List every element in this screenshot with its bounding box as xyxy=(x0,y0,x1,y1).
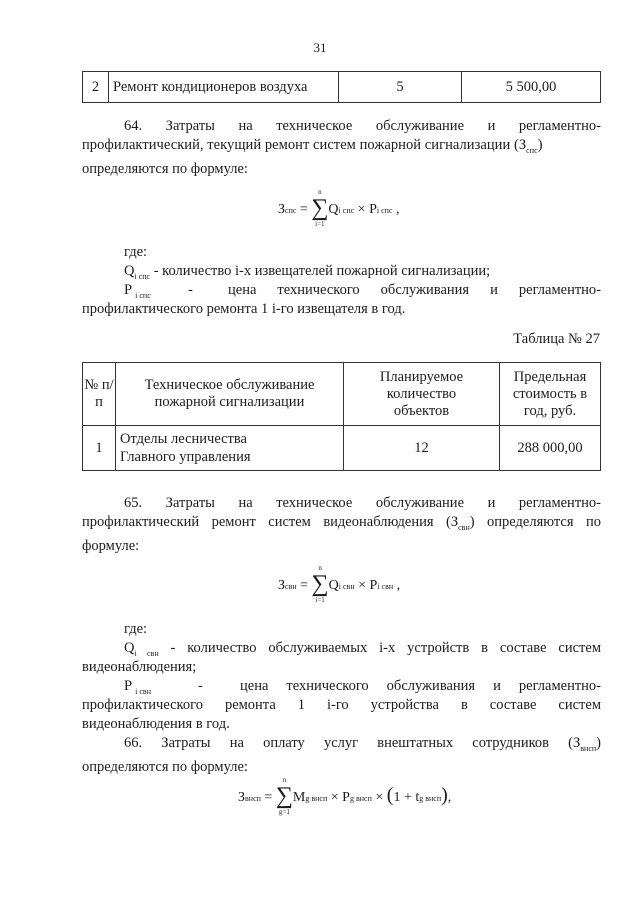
q-symbol: Q xyxy=(124,640,135,656)
row-name-line1: Отделы лесничества xyxy=(120,431,247,447)
f3-eq: = xyxy=(264,790,273,806)
row-number: 2 xyxy=(83,72,109,103)
f2-tail: , xyxy=(396,578,401,594)
p65-q-line2: видеонаблюдения; xyxy=(82,659,197,675)
p64-line3: определяются по формуле: xyxy=(82,160,248,177)
f1-p-sub: i спс xyxy=(376,206,393,216)
f3-tail: , xyxy=(447,790,452,806)
f2-p: P xyxy=(369,578,378,594)
formula-spc xyxy=(278,190,399,230)
p65-line2: профилактический ремонт систем видеонаблюдения (З xyxy=(82,514,459,530)
f1-lhs: З xyxy=(278,202,286,218)
p66-line1: 66. Затраты на оплату услуг внештатных сотрудников (З xyxy=(124,735,581,751)
row-name xyxy=(116,426,344,471)
p64-line2: профилактический, текущий ремонт систем пожарной сигнализации (З xyxy=(82,137,527,153)
row-quantity: 12 xyxy=(344,426,500,471)
f3-close: ) xyxy=(441,784,448,807)
f2-top: n xyxy=(318,564,322,572)
p65-where: где: xyxy=(124,621,148,637)
f2-p-sub: i свн xyxy=(377,582,394,592)
f1-p: P xyxy=(369,202,377,218)
sum-symbol: ∑ xyxy=(311,571,329,597)
p65-line1: 65. Затраты на техническое обслуживание и регламентно- xyxy=(124,495,601,511)
formula-svn xyxy=(278,566,400,606)
f1-times: × xyxy=(357,202,366,218)
p66-line2: определяются по формуле: xyxy=(82,758,248,775)
f1-q: Q xyxy=(328,202,339,218)
header-num: № п/п xyxy=(83,363,116,426)
paragraph-64 xyxy=(82,117,601,179)
f3-times2: × xyxy=(375,790,384,806)
f3-times: × xyxy=(330,790,339,806)
row-name-line2: Главного управления xyxy=(120,449,251,465)
row-number: 1 xyxy=(83,426,116,471)
f3-m-sub: g внсп xyxy=(305,794,328,804)
q-sub: i спс xyxy=(134,271,151,281)
p64-line2-end: ) xyxy=(537,137,543,153)
f2-q: Q xyxy=(328,578,339,594)
p65-p-dash: - xyxy=(198,678,203,694)
paragraph-66 xyxy=(82,734,601,777)
q-text: - количество i-х извещателей пожарной сигнализации; xyxy=(150,263,491,279)
p64-p-line1: цена технического обслуживания и регламентно- xyxy=(228,282,601,298)
sum-symbol: ∑ xyxy=(311,195,329,221)
table-caption: Таблица № 27 xyxy=(513,331,600,347)
p65-line2-end: ) определяются по xyxy=(469,514,601,530)
row-name: Ремонт кондиционеров воздуха xyxy=(109,72,339,103)
sum-symbol: ∑ xyxy=(275,783,293,809)
f3-p: P xyxy=(342,790,350,806)
p64-p-dash: - xyxy=(188,282,193,298)
p64-where: где: xyxy=(124,244,148,260)
q-sub: i свн xyxy=(134,648,159,658)
f2-times: × xyxy=(358,578,367,594)
q-symbol: Q xyxy=(124,263,135,279)
f1-lhs-sub: спс xyxy=(285,206,297,216)
p65-line2-sub: свн xyxy=(458,522,470,532)
p65-p-line1: цена технического обслуживания и регламентно- xyxy=(240,678,601,694)
table-27 xyxy=(82,362,601,471)
header-service: Техническое обслуживание пожарной сигнализации xyxy=(116,363,344,426)
f3-top: n xyxy=(282,776,287,784)
header-price: Предельная стоимость в год, руб. xyxy=(500,363,601,426)
f2-lhs-sub: свн xyxy=(285,582,297,592)
f1-bottom: i=1 xyxy=(315,220,325,228)
f1-q-sub: i спс xyxy=(338,206,355,216)
f2-eq: = xyxy=(300,578,309,594)
f3-one: 1 + t xyxy=(393,790,420,806)
p65-p-line3: видеонаблюдения в год. xyxy=(82,716,230,732)
p-symbol: P xyxy=(124,282,132,298)
p66-line1-sub: внсп xyxy=(580,743,597,753)
p-symbol: P xyxy=(124,678,132,694)
p66-line1-end: ) xyxy=(596,735,601,751)
row-price: 5 500,00 xyxy=(462,72,601,103)
f3-t-sub: g внсп xyxy=(419,794,442,804)
page-number: 31 xyxy=(313,40,327,55)
f2-bottom: i=1 xyxy=(315,596,325,604)
row-quantity: 5 xyxy=(339,72,462,103)
table-row xyxy=(83,72,601,103)
p65-p-line2: профилактического ремонта 1 i-го устройства в составе систем xyxy=(82,697,601,713)
f3-lhs: З xyxy=(238,790,246,806)
p-sub: i спс xyxy=(135,290,151,300)
f1-tail: , xyxy=(395,202,400,218)
f3-lhs-sub: внсп xyxy=(245,794,261,804)
header-quantity: Планируемое количество объектов xyxy=(344,363,500,426)
row-price: 288 000,00 xyxy=(500,426,601,471)
f2-q-sub: i свн xyxy=(338,582,355,592)
f3-bottom: g=1 xyxy=(278,808,290,816)
p64-p-line2: профилактического ремонта 1 i-го извещателя в год. xyxy=(82,301,406,317)
p64-line1: 64. Затраты на техническое обслуживание и регламентно- xyxy=(124,118,601,134)
f1-top: n xyxy=(318,188,322,196)
f3-open: ( xyxy=(386,784,394,807)
q-line1: - количество обслуживаемых i-х устройств в составе систем xyxy=(158,640,601,656)
f2-lhs: З xyxy=(278,578,286,594)
p-sub: i свн xyxy=(135,686,151,696)
table-row xyxy=(83,426,601,471)
p65-line3: формуле: xyxy=(82,537,140,554)
paragraph-65 xyxy=(82,494,601,556)
table-header-row xyxy=(83,363,601,426)
f3-m: M xyxy=(292,790,306,806)
formula-vnsp xyxy=(238,778,451,818)
continued-table xyxy=(82,71,601,103)
f1-eq: = xyxy=(299,202,308,218)
p64-line2-sub: спс xyxy=(526,145,538,155)
f3-p-sub: g внсп xyxy=(349,794,372,804)
